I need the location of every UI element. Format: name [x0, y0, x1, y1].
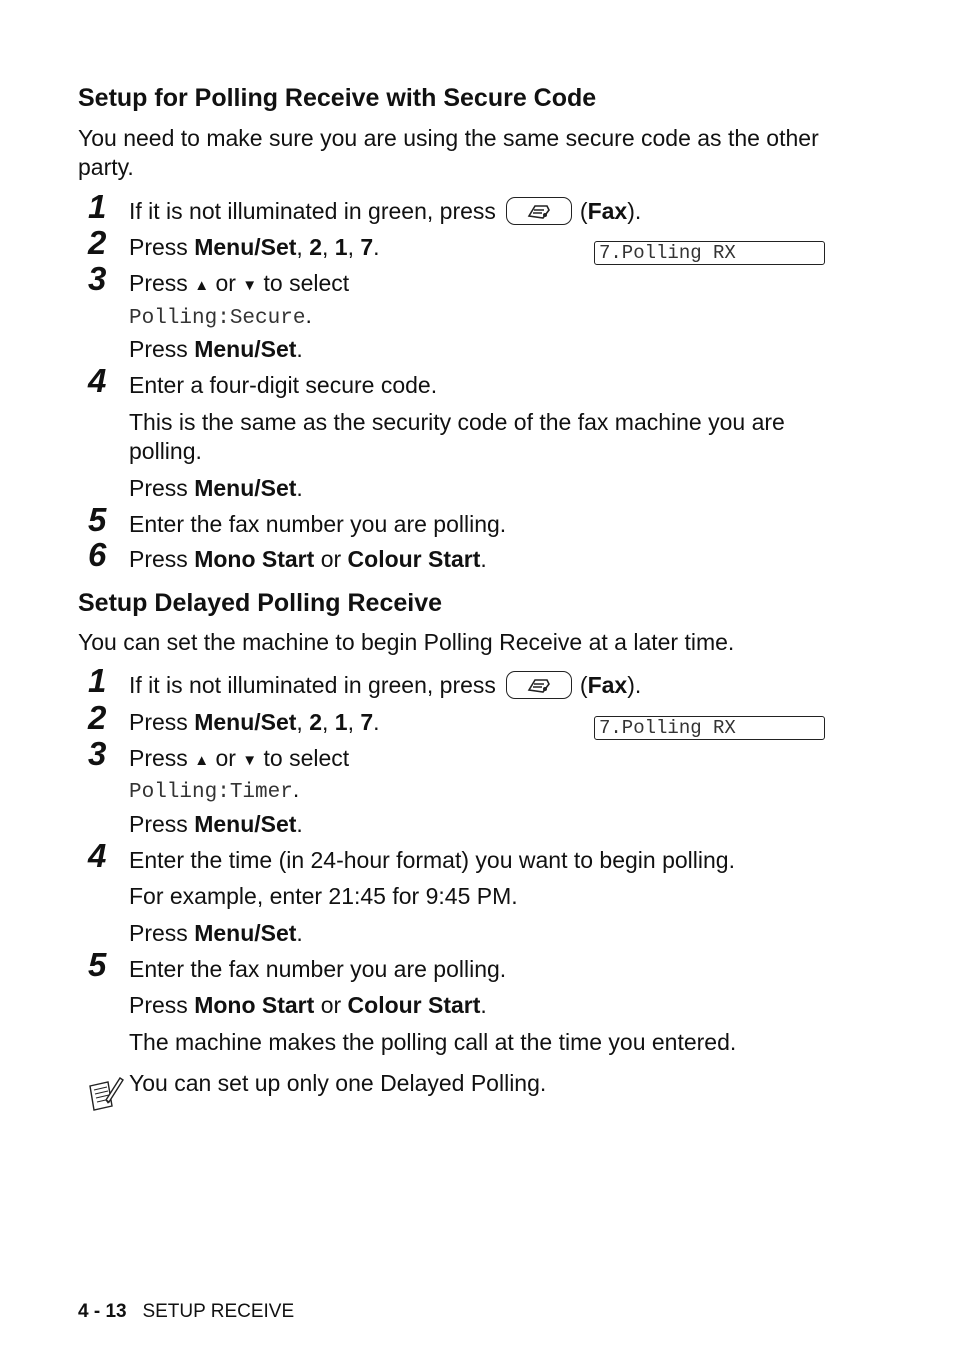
step-number: 5 [88, 501, 107, 538]
section2-intro: You can set the machine to begin Polling Receive at a later time. [78, 629, 735, 655]
step-number: 5 [88, 946, 107, 983]
page-footer [78, 1301, 294, 1323]
step-number: 6 [88, 536, 107, 573]
press-menu-text: Press Menu/Set. [129, 336, 303, 362]
press-menu-text: Press Menu/Set. [129, 475, 303, 501]
menu-option: Polling:Timer. [129, 776, 300, 804]
step-number: 4 [88, 362, 107, 399]
menu-option: Polling:Secure. [129, 302, 312, 330]
fax-key-icon [506, 671, 572, 699]
down-arrow-icon: ▼ [242, 277, 258, 294]
step-text: Press Menu/Set, 2, 1, 7. [129, 709, 380, 735]
step-text: Press ▲ or ▼ to select [129, 745, 350, 771]
page-number: 4 - 13 [78, 1301, 127, 1322]
step-number: 2 [88, 224, 107, 261]
up-arrow-icon: ▲ [194, 752, 210, 769]
step-text: Press ▲ or ▼ to select [129, 270, 350, 296]
down-arrow-icon: ▼ [242, 752, 258, 769]
step-number: 3 [88, 260, 107, 297]
step-note: This is the same as the security code of the fax machine you are polling. [129, 409, 785, 464]
step-example: For example, enter 21:45 for 9:45 PM. [129, 883, 518, 909]
step-text: If it is not illuminated in green, press (Fax). [129, 672, 642, 698]
step-text: Enter the fax number you are polling. [129, 511, 507, 537]
step-number: 4 [88, 837, 107, 874]
step-number: 1 [88, 662, 107, 699]
up-arrow-icon: ▲ [194, 277, 210, 294]
press-menu-text: Press Menu/Set. [129, 811, 303, 837]
step-text: Enter the time (in 24-hour format) you want to begin polling. [129, 847, 735, 873]
note-text: You can set up only one Delayed Polling. [129, 1070, 547, 1096]
step-number: 1 [88, 188, 107, 225]
note-pencil-icon [86, 1074, 126, 1114]
step-text: Enter a four-digit secure code. [129, 372, 438, 398]
step-text: If it is not illuminated in green, press (Fax). [129, 198, 642, 224]
step-text: Enter the fax number you are polling. [129, 956, 507, 982]
step-result: The machine makes the polling call at the time you entered. [129, 1029, 737, 1055]
press-menu-text: Press Menu/Set. [129, 920, 303, 946]
section1-intro: You need to make sure you are using the same secure code as the other party. [78, 125, 819, 180]
step-text: Press Menu/Set, 2, 1, 7. [129, 234, 380, 260]
step-number: 2 [88, 699, 107, 736]
lcd-display: 7.Polling RX [594, 716, 825, 740]
chapter-title: SETUP RECEIVE [142, 1301, 295, 1322]
step-number: 3 [88, 735, 107, 772]
step-text: Press Mono Start or Colour Start. [129, 992, 487, 1018]
step-text: Press Mono Start or Colour Start. [129, 546, 487, 572]
section1-heading: Setup for Polling Receive with Secure Code [78, 84, 597, 112]
lcd-display: 7.Polling RX [594, 241, 825, 265]
fax-key-icon [506, 197, 572, 225]
section2-heading: Setup Delayed Polling Receive [78, 589, 443, 617]
